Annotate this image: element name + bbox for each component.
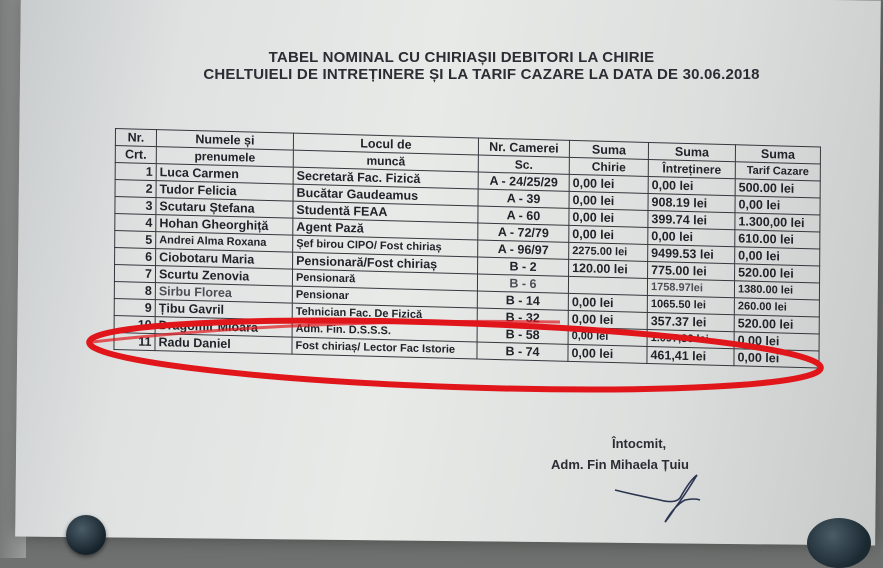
- row-room: A - 96/97: [478, 240, 569, 259]
- header-maint-2: Întreținere: [648, 159, 735, 178]
- row-maint: 1.097,36 lei: [647, 329, 734, 348]
- row-tariff: 0,00 lei: [735, 196, 820, 215]
- row-room: B - 74: [477, 342, 568, 361]
- row-work: Agent Pază: [293, 218, 478, 240]
- row-tariff: 260.00 lei: [734, 298, 819, 317]
- header-nr: Nr.: [115, 129, 156, 147]
- row-work: Secretară Fac. Fizică: [293, 167, 478, 189]
- row-rent: [568, 276, 647, 295]
- header-rent-2: Chirie: [569, 157, 648, 176]
- document-title: TABEL NOMINAL CU CHIRIAȘII DEBITORI LA CHIRIE: [268, 49, 655, 66]
- prepared-by-label: Întocmit,: [612, 436, 667, 451]
- row-nr: 2: [115, 180, 156, 198]
- row-nr: 8: [114, 281, 155, 299]
- row-rent: 0,00 lei: [568, 310, 647, 329]
- row-work: Adm. Fin. D.S.S.S.: [292, 320, 477, 342]
- row-rent: 0,00 lei: [568, 293, 647, 312]
- row-room: A - 24/25/29: [478, 172, 569, 191]
- row-room: B - 14: [477, 291, 568, 310]
- row-rent: 0,00 lei: [569, 174, 648, 193]
- row-tariff: 0,00 lei: [735, 247, 820, 266]
- row-work: Studentă FEAA: [293, 201, 478, 223]
- row-room: B - 32: [477, 308, 568, 327]
- row-room: B - 2: [478, 257, 569, 276]
- row-room: B - 58: [477, 325, 568, 344]
- magnet-pin: [66, 515, 106, 555]
- row-nr: 3: [115, 197, 156, 215]
- row-name: Andrei Alma Roxana: [156, 232, 293, 253]
- header-tariff-2: Tarif Cazare: [735, 162, 820, 181]
- row-tariff: 0,00 lei: [734, 332, 819, 351]
- row-rent: 120.00 lei: [569, 259, 648, 278]
- row-name: Scutaru Ștefana: [156, 198, 293, 219]
- row-nr: 11: [114, 332, 155, 350]
- row-maint: 0,00 lei: [648, 227, 735, 246]
- row-tariff: 520.00 lei: [735, 264, 820, 283]
- row-name: Ciobotaru Maria: [156, 249, 293, 270]
- header-work-2: muncă: [293, 150, 478, 172]
- row-work: Pensionar: [292, 286, 477, 308]
- header-name-2: prenumele: [156, 147, 293, 168]
- row-maint: 399.74 lei: [648, 210, 735, 229]
- row-maint: 775.00 lei: [648, 261, 735, 280]
- row-work: Tehnician Fac. De Fizică: [292, 303, 477, 325]
- row-nr: 7: [114, 264, 155, 282]
- row-rent: 0,00 lei: [569, 191, 648, 210]
- row-maint: 461,41 lei: [647, 346, 734, 365]
- row-nr: 6: [115, 247, 156, 265]
- row-tariff: 0,00 lei: [734, 349, 819, 368]
- row-rent: 0,00 lei: [569, 208, 648, 227]
- prepared-by-name: Adm. Fin Mihaela Țuiu: [551, 457, 689, 472]
- row-work: Pensionară: [292, 269, 477, 291]
- row-room: B - 6: [477, 274, 568, 293]
- row-name: Hohan Gheorghiță: [156, 215, 293, 236]
- row-work: Șef birou CIPO/ Fost chiriaș: [293, 235, 478, 257]
- row-nr: 1: [115, 163, 156, 181]
- row-work: Bucătar Gaudeamus: [293, 184, 478, 206]
- row-nr: 10: [114, 315, 155, 333]
- row-maint: 1065.50 lei: [647, 295, 734, 314]
- row-name: Tudor Felicia: [156, 181, 293, 202]
- row-maint: 357.37 lei: [647, 312, 734, 331]
- header-room: Nr. Camerei: [478, 138, 569, 157]
- row-maint: 908.19 lei: [648, 193, 735, 212]
- header-maint: Suma: [648, 142, 735, 161]
- row-name: Sirbu Florea: [155, 283, 292, 304]
- row-maint: 0,00 lei: [648, 176, 735, 195]
- header-rent: Suma: [569, 140, 648, 159]
- row-room: A - 39: [478, 189, 569, 208]
- row-maint: 1758.97lei: [647, 278, 734, 297]
- row-name: Scurtu Zenovia: [155, 266, 292, 287]
- row-tariff: 520.00 lei: [734, 315, 819, 334]
- row-nr: 5: [115, 230, 156, 248]
- row-nr: 4: [115, 213, 156, 231]
- row-rent: 0,00 lei: [569, 225, 648, 244]
- header-room-2: Sc.: [478, 155, 569, 174]
- row-nr: 9: [114, 298, 155, 316]
- row-rent: 0,00 lei: [568, 327, 647, 346]
- row-room: A - 72/79: [478, 223, 569, 242]
- row-rent: 0,00 lei: [568, 344, 647, 363]
- row-name: Țibu Gavril: [155, 300, 292, 321]
- row-work: Pensionară/Fost chiriaș: [293, 252, 478, 274]
- header-work: Locul de: [293, 133, 478, 155]
- document-subtitle: CHELTUIELI DE INTREȚINERE ȘI LA TARIF CAZARE LA DATA DE 30.06.2018: [203, 66, 760, 83]
- row-maint: 9499.53 lei: [648, 244, 735, 263]
- row-tariff: 1380.00 lei: [734, 281, 819, 300]
- row-tariff: 610.00 lei: [735, 230, 820, 249]
- header-tariff: Suma: [735, 145, 820, 164]
- debtors-table: [113, 128, 821, 368]
- row-work: Fost chiriaș/ Lector Fac Istorie: [292, 337, 477, 359]
- row-tariff: 500.00 lei: [735, 179, 820, 198]
- row-rent: 2275.00 lei: [569, 242, 648, 261]
- handwritten-signature: [605, 470, 715, 530]
- header-crt: Crt.: [115, 146, 156, 164]
- row-name: Luca Carmen: [156, 164, 293, 185]
- row-name: Radu Daniel: [155, 334, 292, 355]
- header-name: Numele și: [156, 130, 293, 151]
- row-tariff: 1.300,00 lei: [735, 213, 820, 232]
- magnet-pin: [807, 518, 871, 568]
- row-room: A - 60: [478, 206, 569, 225]
- row-name: Dragomir Mioara: [155, 317, 292, 338]
